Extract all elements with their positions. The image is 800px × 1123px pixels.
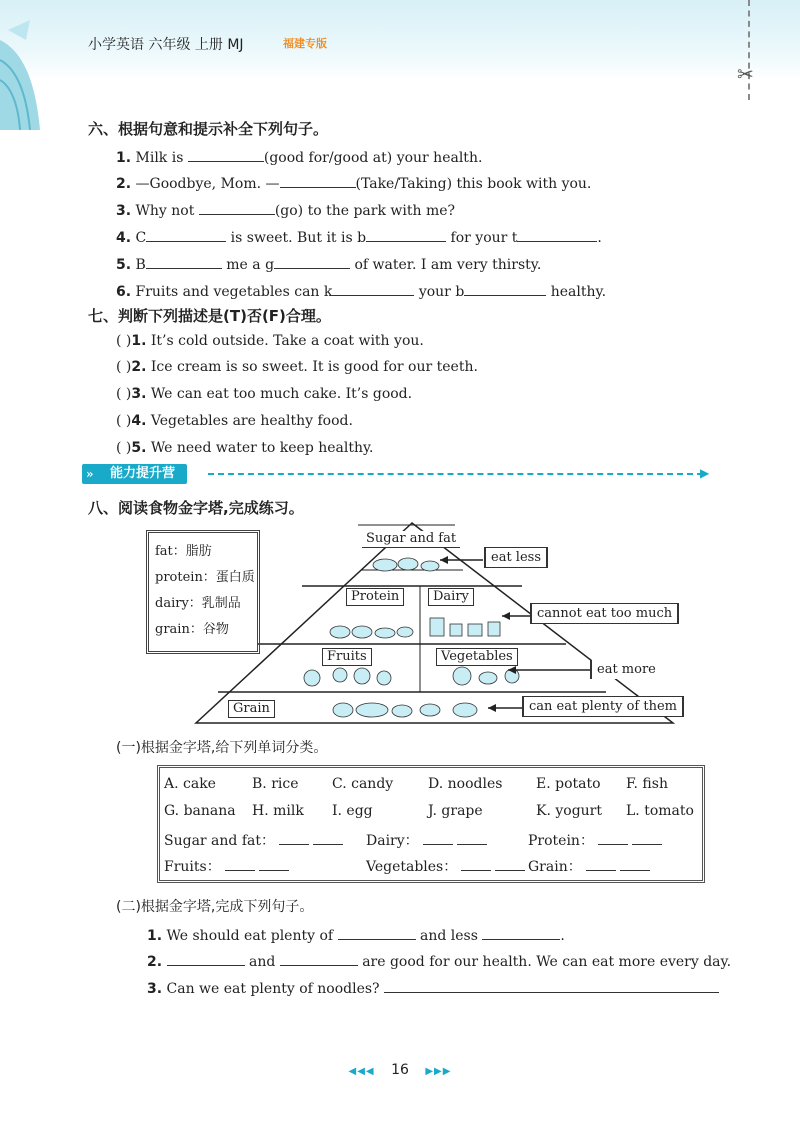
answer-blank[interactable]	[167, 950, 245, 966]
answer-blank[interactable]	[482, 924, 560, 940]
pyramid-label-protein: Protein	[346, 588, 404, 606]
answer-blank[interactable]	[225, 858, 255, 871]
answer-blank[interactable]	[338, 924, 416, 940]
page-number: 16	[391, 1062, 409, 1078]
answer-paren[interactable]: ( )	[116, 386, 132, 402]
double-chevron-icon: »	[86, 467, 94, 481]
word-bank	[157, 765, 705, 883]
answer-blank[interactable]	[274, 253, 350, 269]
p2-item-1: 1. We should eat plenty of and less .	[147, 924, 565, 944]
word-option: G. banana	[164, 803, 236, 819]
answer-blank[interactable]	[332, 280, 414, 296]
pavilion-roof-decoration	[0, 20, 70, 130]
word-option: F. fish	[626, 776, 668, 792]
answer-blank[interactable]	[279, 832, 309, 845]
note-eat-less: eat less	[484, 547, 548, 568]
answer-paren[interactable]: ( )	[116, 333, 132, 349]
word-option: K. yogurt	[536, 803, 602, 819]
section-7-title: 七、判断下列描述是(T)否(F)合理。	[88, 307, 331, 325]
s7-item-3: ( )3. We can eat too much cake. It’s good.	[116, 386, 413, 402]
s6-item-2: 2. —Goodbye, Mom. — (Take/Taking) this book with you.	[116, 172, 591, 192]
edition-tag: 福建专版	[283, 37, 327, 50]
ability-banner: 能力提升营	[82, 464, 187, 484]
word-option: L. tomato	[626, 803, 694, 819]
s6-item-6: 6. Fruits and vegetables can k your b healthy.	[116, 280, 606, 300]
note-cannot-eat-too-much: cannot eat too much	[530, 603, 679, 624]
category-dairy: Dairy：	[366, 830, 487, 850]
answer-blank[interactable]	[280, 950, 358, 966]
category-protein: Protein：	[528, 830, 662, 850]
answer-blank[interactable]	[199, 199, 275, 215]
pyramid-label-dairy: Dairy	[428, 588, 474, 606]
category-grain: Grain：	[528, 856, 650, 876]
answer-blank[interactable]	[146, 226, 226, 242]
s6-item-3: 3. Why not (go) to the park with me?	[116, 199, 455, 219]
answer-blank[interactable]	[457, 832, 487, 845]
word-option: E. potato	[536, 776, 601, 792]
answer-blank[interactable]	[586, 858, 616, 871]
legend-box	[146, 530, 260, 654]
pyramid-label-sugar-fat: Sugar and fat	[362, 531, 460, 548]
answer-blank[interactable]	[384, 977, 719, 993]
s7-item-2: ( )2. Ice cream is so sweet. It is good for our teeth.	[116, 359, 478, 375]
legend-item: dairy：乳制品	[155, 596, 241, 611]
answer-blank[interactable]	[461, 858, 491, 871]
legend-item: grain：谷物	[155, 622, 229, 637]
answer-blank[interactable]	[598, 832, 628, 845]
legend-item: protein：蛋白质	[155, 570, 255, 585]
answer-blank[interactable]	[259, 858, 289, 871]
answer-blank[interactable]	[517, 226, 597, 242]
word-option: A. cake	[164, 776, 216, 792]
section-8-title: 八、阅读食物金字塔,完成练习。	[88, 499, 304, 517]
pyramid-label-fruits: Fruits	[322, 648, 372, 666]
answer-blank[interactable]	[313, 832, 343, 845]
word-option: J. grape	[428, 803, 483, 819]
arrow-right-icon: ▶	[700, 466, 710, 480]
word-option: H. milk	[252, 803, 304, 819]
answer-blank[interactable]	[464, 280, 546, 296]
s7-item-5: ( )5. We need water to keep healthy.	[116, 440, 374, 456]
s6-item-1: 1. Milk is (good for/good at) your health.	[116, 146, 482, 166]
answer-blank[interactable]	[280, 172, 356, 188]
answer-paren[interactable]: ( )	[116, 359, 132, 375]
scissors-icon: ✂	[737, 62, 754, 86]
book-title: 小学英语 六年级 上册 MJ	[88, 37, 244, 53]
word-option: B. rice	[252, 776, 299, 792]
category-vegetables: Vegetables：	[366, 856, 525, 876]
word-option: D. noodles	[428, 776, 503, 792]
category-fruits: Fruits：	[164, 856, 289, 876]
answer-blank[interactable]	[188, 146, 264, 162]
s7-item-1: ( )1. It’s cold outside. Take a coat with you.	[116, 333, 424, 349]
word-option: C. candy	[332, 776, 394, 792]
answer-blank[interactable]	[632, 832, 662, 845]
word-option: I. egg	[332, 803, 373, 819]
answer-paren[interactable]: ( )	[116, 440, 132, 456]
answer-blank[interactable]	[366, 226, 446, 242]
s6-item-4: 4. C is sweet. But it is b for your t .	[116, 226, 602, 246]
banner-dashed-line	[208, 473, 703, 475]
s6-item-5: 5. B me a g of water. I am very thirsty.	[116, 253, 541, 273]
page-number-bar	[335, 1062, 465, 1078]
s7-item-4: ( )4. Vegetables are healthy food.	[116, 413, 353, 429]
note-eat-more: eat more	[590, 660, 661, 679]
note-eat-plenty: can eat plenty of them	[522, 696, 684, 717]
answer-blank[interactable]	[146, 253, 222, 269]
answer-blank[interactable]	[423, 832, 453, 845]
section-6-title: 六、根据句意和提示补全下列句子。	[88, 120, 329, 138]
pyramid-label-vegetables: Vegetables	[436, 648, 518, 666]
p2-item-3: 3. Can we eat plenty of noodles?	[147, 977, 719, 997]
p2-item-2: 2. and are good for our health. We can eat more every day.	[147, 950, 731, 970]
triangle-left-icon: ◀◀◀	[348, 1066, 375, 1077]
part2-title: (二)根据金字塔,完成下列句子。	[116, 899, 314, 915]
answer-paren[interactable]: ( )	[116, 413, 132, 429]
pyramid-label-grain: Grain	[228, 700, 275, 718]
part1-title: (一)根据金字塔,给下列单词分类。	[116, 740, 328, 756]
answer-blank[interactable]	[620, 858, 650, 871]
triangle-right-icon: ▶▶▶	[425, 1066, 452, 1077]
legend-item: fat：脂肪	[155, 544, 212, 559]
category-sugar-fat: Sugar and fat：	[164, 830, 343, 850]
answer-blank[interactable]	[495, 858, 525, 871]
